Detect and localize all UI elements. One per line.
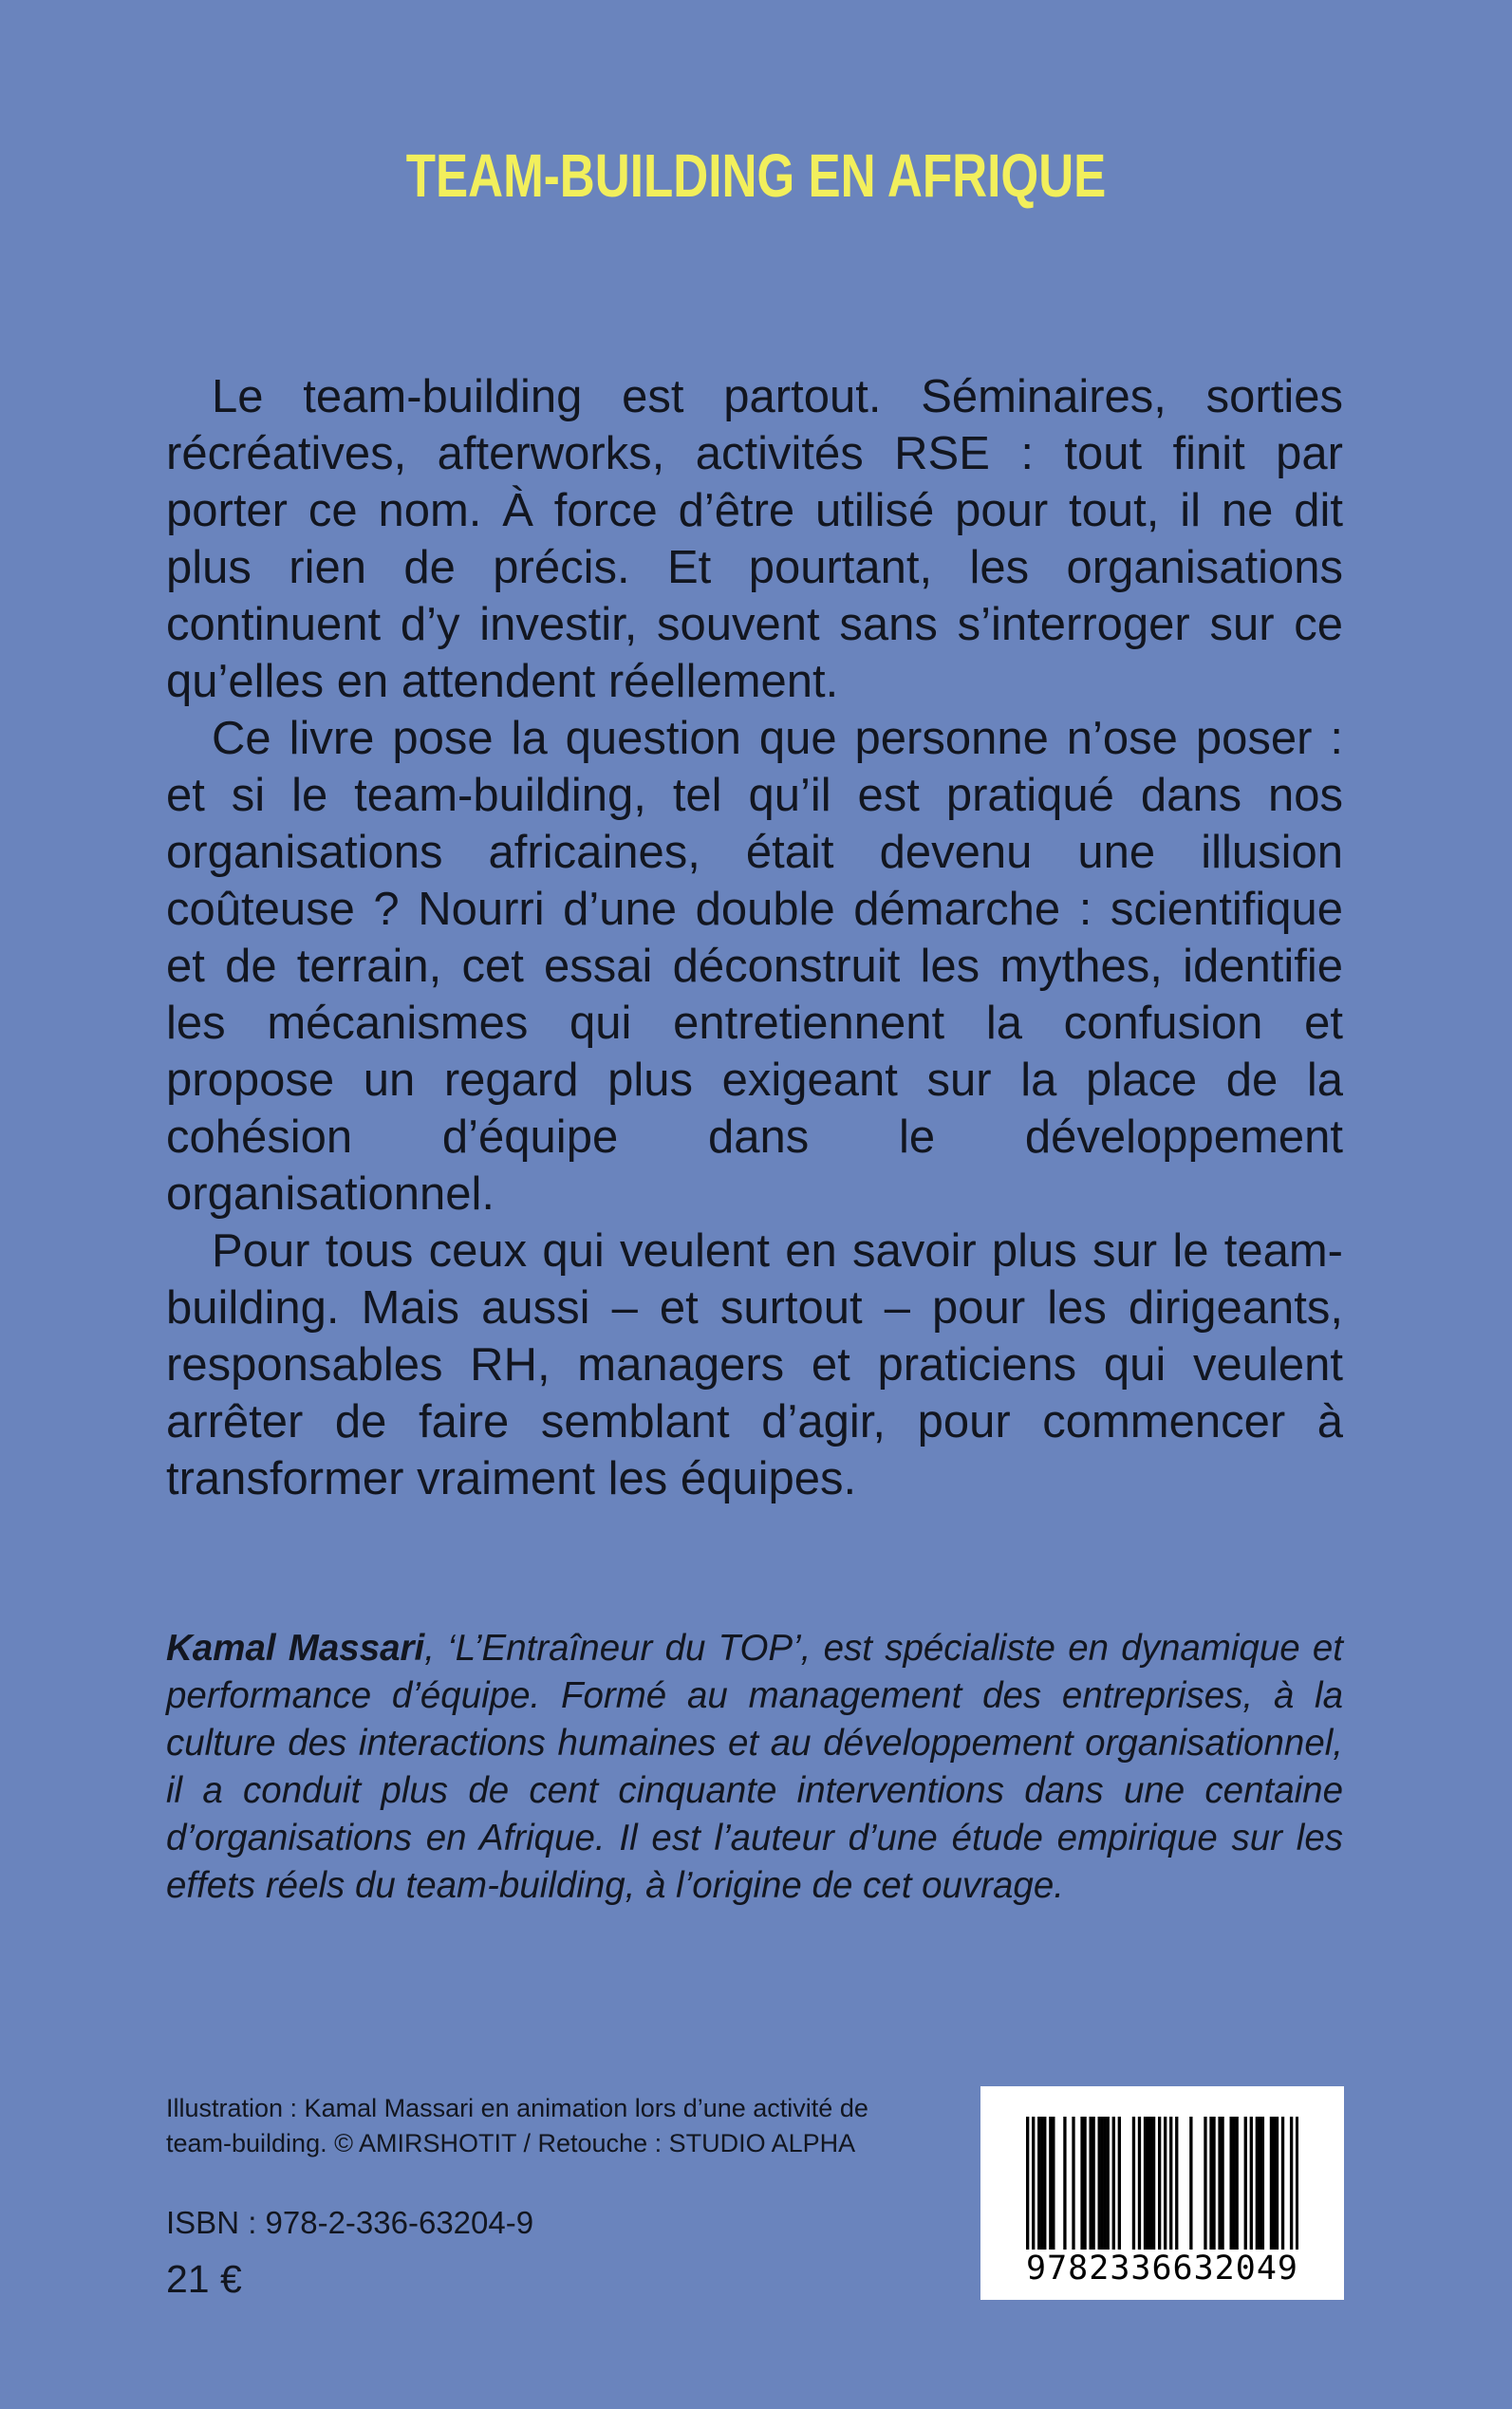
barcode-bar — [1233, 2117, 1236, 2250]
barcode-bar — [1043, 2117, 1046, 2250]
isbn: ISBN : 978-2-336-63204-9 — [166, 2205, 534, 2240]
barcode-bar — [1281, 2117, 1284, 2250]
barcode-bar — [1256, 2117, 1259, 2250]
barcode-bar — [1212, 2117, 1215, 2250]
barcode-bar — [1083, 2117, 1086, 2250]
barcode-bar — [1037, 2117, 1040, 2250]
barcode-bar — [1273, 2117, 1276, 2250]
barcode-bar — [1080, 2117, 1083, 2250]
barcode-bar — [1296, 2117, 1298, 2250]
barcode-bar — [1132, 2117, 1135, 2250]
barcode — [980, 2086, 1344, 2300]
blurb-paragraph-1: Le team-building est partout. Séminaires, sorties récréatives, afterworks, activités RSE : tout finit par porter ce nom. À force d’être utilisé pour tout, il ne dit plus rien de précis. Et pourtant, les organisations continuent d’y investir, souvent sans s’interroger sur ce qu’elles en attendent réellement. — [166, 371, 1343, 707]
barcode-bar — [1169, 2117, 1172, 2250]
barcode-bar — [1158, 2117, 1161, 2250]
barcode-bar — [1259, 2117, 1261, 2250]
barcode-digits: 9782336632049 — [1026, 2250, 1298, 2288]
author-bio — [166, 1625, 1343, 1910]
barcode-bar — [1032, 2117, 1035, 2250]
barcode-bar — [1175, 2117, 1178, 2250]
barcode-bar — [1089, 2117, 1092, 2250]
barcode-bar — [1144, 2117, 1147, 2250]
barcode-bars — [1026, 2117, 1298, 2250]
barcode-bar — [1118, 2117, 1121, 2250]
barcode-bar — [1147, 2117, 1149, 2250]
barcode-bar — [1221, 2117, 1223, 2250]
barcode-bar — [1092, 2117, 1094, 2250]
barcode-bar — [1101, 2117, 1104, 2250]
barcode-bar — [1104, 2117, 1107, 2250]
barcode-bar — [1138, 2117, 1141, 2250]
barcode-bar — [1261, 2117, 1264, 2250]
barcode-bar — [1250, 2117, 1253, 2250]
barcode-bar — [1112, 2117, 1115, 2250]
barcode-bar — [1236, 2117, 1239, 2250]
barcode-bar — [1270, 2117, 1273, 2250]
barcode-bar — [1049, 2117, 1052, 2250]
price: 21 € — [166, 2257, 242, 2301]
barcode-bar — [1290, 2117, 1293, 2250]
barcode-bar — [1072, 2117, 1074, 2250]
barcode-bar — [1204, 2117, 1206, 2250]
blurb-paragraph-3: Pour tous ceux qui veulent en savoir plus sur le team-building. Mais aussi – et surtout – pour les dirigeants, responsables RH, managers et praticiens qui veulent arrêter de faire semblant d’agir, pour commencer à transformer vraiment les équipes. — [166, 1225, 1343, 1504]
book-title: TEAM-BUILDING EN AFRIQUE — [405, 141, 1107, 210]
barcode-bar — [1164, 2117, 1167, 2250]
barcode-bar — [1026, 2117, 1029, 2250]
barcode-bar — [1052, 2117, 1055, 2250]
back-cover-blurb — [166, 368, 1343, 1507]
illustration-credit: Illustration : Kamal Massari en animation lors d’une activité de team-building. © AMIRSHOTIT / Retouche : STUDIO ALPHA — [166, 2094, 868, 2157]
author-bio-text: , ‘L’Entraîneur du TOP’, est spécialiste en dynamique et performance d’équipe. Formé au management des entreprises, à la culture des interactions humaines et au développement organisationnel, il a conduit plus de cent cinquante interventions dans une centaine d’organisations en Afrique. Il est l’auteur d’une étude empirique sur les effets réels du team-building, à l’origine de cet ouvrage. — [166, 1628, 1343, 1906]
barcode-bar — [1244, 2117, 1247, 2250]
barcode-bar — [1189, 2117, 1192, 2250]
barcode-bar — [1063, 2117, 1066, 2250]
barcode-bar — [1152, 2117, 1155, 2250]
barcode-bar — [1149, 2117, 1152, 2250]
author-name: Kamal Massari — [166, 1628, 425, 1669]
barcode-bar — [1098, 2117, 1101, 2250]
barcode-bar — [1107, 2117, 1110, 2250]
barcode-bar — [1218, 2117, 1221, 2250]
barcode-bar — [1209, 2117, 1212, 2250]
barcode-bar — [1276, 2117, 1279, 2250]
barcode-bar — [1229, 2117, 1232, 2250]
barcode-bar — [1040, 2117, 1043, 2250]
blurb-paragraph-2: Ce livre pose la question que personne n’ose poser : et si le team-building, tel qu’il est pratiqué dans nos organisations africaines, était devenu une illusion coûteuse ? Nourri d’une double démarche : scientifique et de terrain, cet essai déconstruit les mythes, identifie les mécanismes qui entretiennent la confusion et propose un regard plus exigeant sur la place de la cohésion d’équipe dans le développement organisationnel. — [166, 713, 1343, 1220]
